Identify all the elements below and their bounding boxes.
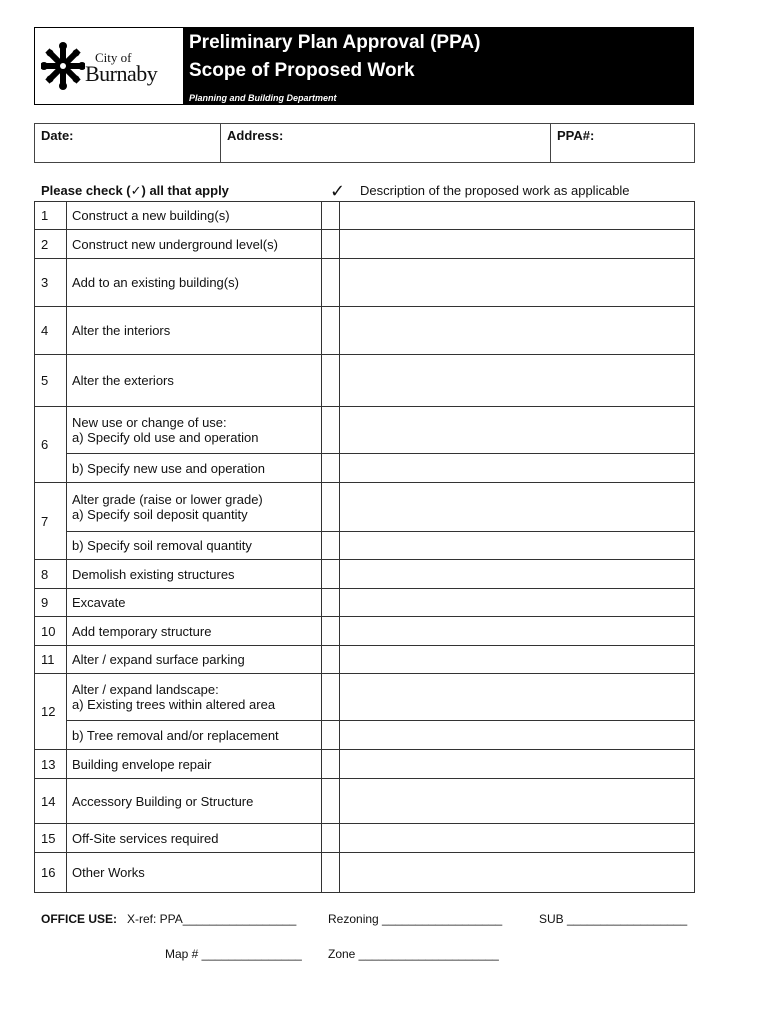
row-label: Add to an existing building(s) — [67, 259, 322, 307]
row-sub-label: a) Specify soil deposit quantity — [72, 507, 248, 522]
table-row — [35, 853, 695, 893]
info-row — [34, 123, 695, 163]
row-label: Alter the exteriors — [67, 355, 322, 407]
table-row — [35, 202, 695, 230]
row-number: 13 — [35, 750, 67, 779]
row-number: 5 — [35, 355, 67, 407]
description-input-cell[interactable] — [340, 230, 695, 259]
description-input-cell[interactable] — [340, 259, 695, 307]
checkbox-cell[interactable] — [322, 560, 340, 589]
row-sub-label: a) Existing trees within altered area — [72, 697, 276, 712]
description-heading: Description of the proposed work as applicable — [360, 183, 630, 198]
table-row — [35, 589, 695, 617]
logo-city-of-text: City of — [95, 50, 132, 65]
snowflake-logo-icon — [41, 42, 85, 90]
checkbox-cell[interactable] — [322, 750, 340, 779]
description-input-cell[interactable] — [340, 483, 695, 532]
row-number: 4 — [35, 307, 67, 355]
table-row — [35, 560, 695, 589]
table-row — [35, 646, 695, 674]
row-label: Demolish existing structures — [67, 560, 322, 589]
description-input-cell[interactable] — [340, 779, 695, 824]
description-input-cell[interactable] — [340, 824, 695, 853]
checkbox-cell[interactable] — [322, 721, 340, 750]
description-input-cell[interactable] — [340, 750, 695, 779]
checkbox-cell[interactable] — [322, 202, 340, 230]
row-label: Other Works — [67, 853, 322, 893]
description-input-cell[interactable] — [340, 721, 695, 750]
table-row — [35, 307, 695, 355]
description-input-cell[interactable] — [340, 617, 695, 646]
row-number: 3 — [35, 259, 67, 307]
checkbox-cell[interactable] — [322, 483, 340, 532]
office-use-label: OFFICE USE: — [41, 912, 118, 926]
checkbox-cell[interactable] — [322, 307, 340, 355]
row-number: 7 — [35, 483, 67, 560]
table-row — [35, 454, 695, 483]
row-label: Building envelope repair — [67, 750, 322, 779]
title-banner — [183, 28, 693, 104]
row-label: Alter / expand landscape: — [72, 682, 219, 697]
map-number-field[interactable]: Map # _______________ — [165, 947, 302, 961]
checkbox-cell[interactable] — [322, 454, 340, 483]
zone-field[interactable]: Zone _____________________ — [328, 947, 499, 961]
row-sub-label: a) Specify old use and operation — [72, 430, 259, 445]
row-label: Accessory Building or Structure — [67, 779, 322, 824]
description-input-cell[interactable] — [340, 646, 695, 674]
row-sub-label: b) Specify soil removal quantity — [67, 532, 322, 560]
row-label: Construct a new building(s) — [67, 202, 322, 230]
checkbox-cell[interactable] — [322, 259, 340, 307]
checkbox-cell[interactable] — [322, 853, 340, 893]
table-row — [35, 721, 695, 750]
table-row — [35, 259, 695, 307]
row-label-group — [67, 674, 322, 721]
table-row — [35, 617, 695, 646]
row-number: 14 — [35, 779, 67, 824]
ppa-number-field[interactable] — [551, 124, 694, 162]
row-sub-label: b) Specify new use and operation — [67, 454, 322, 483]
address-field[interactable] — [221, 124, 551, 162]
check-column-icon: ✓ — [330, 181, 346, 201]
description-input-cell[interactable] — [340, 355, 695, 407]
table-row — [35, 230, 695, 259]
checkbox-cell[interactable] — [322, 230, 340, 259]
checkbox-cell[interactable] — [322, 824, 340, 853]
table-row — [35, 355, 695, 407]
checkbox-cell[interactable] — [322, 355, 340, 407]
check-instruction: Please check (✓) all that apply — [41, 183, 229, 198]
description-input-cell[interactable] — [340, 560, 695, 589]
checkbox-cell[interactable] — [322, 532, 340, 560]
row-number: 9 — [35, 589, 67, 617]
row-number: 8 — [35, 560, 67, 589]
row-label: Alter grade (raise or lower grade) — [72, 492, 263, 507]
ppa-label: PPA#: — [557, 128, 595, 143]
table-row — [35, 407, 695, 454]
row-number: 12 — [35, 674, 67, 750]
checkbox-cell[interactable] — [322, 407, 340, 454]
row-number: 16 — [35, 853, 67, 893]
table-row — [35, 532, 695, 560]
date-label: Date: — [41, 128, 74, 143]
description-input-cell[interactable] — [340, 307, 695, 355]
city-logo — [35, 28, 183, 104]
table-row — [35, 824, 695, 853]
row-number: 15 — [35, 824, 67, 853]
form-subtitle: Scope of Proposed Work — [189, 60, 415, 81]
row-label: New use or change of use: — [72, 415, 227, 430]
checkbox-cell[interactable] — [322, 589, 340, 617]
row-number: 1 — [35, 202, 67, 230]
table-row — [35, 483, 695, 532]
checkbox-cell[interactable] — [322, 646, 340, 674]
row-number: 2 — [35, 230, 67, 259]
row-label: Add temporary structure — [67, 617, 322, 646]
row-label: Alter / expand surface parking — [67, 646, 322, 674]
form-header — [34, 27, 694, 105]
table-row — [35, 674, 695, 721]
row-label-group — [67, 407, 322, 454]
checkbox-cell[interactable] — [322, 779, 340, 824]
xref-ppa-field[interactable]: X-ref: PPA_________________ — [127, 912, 297, 926]
row-number: 6 — [35, 407, 67, 483]
address-label: Address: — [227, 128, 284, 143]
description-input-cell[interactable] — [340, 674, 695, 721]
description-input-cell[interactable] — [340, 532, 695, 560]
checkbox-cell[interactable] — [322, 674, 340, 721]
description-input-cell[interactable] — [340, 407, 695, 454]
description-input-cell[interactable] — [340, 202, 695, 230]
row-label: Construct new underground level(s) — [67, 230, 322, 259]
description-input-cell[interactable] — [340, 853, 695, 893]
date-field[interactable] — [35, 124, 221, 162]
row-sub-label: b) Tree removal and/or replacement — [67, 721, 322, 750]
description-input-cell[interactable] — [340, 454, 695, 483]
logo-city-name: Burnaby — [85, 61, 158, 86]
row-label: Off-Site services required — [67, 824, 322, 853]
description-input-cell[interactable] — [340, 589, 695, 617]
department-name: Planning and Building Department — [189, 93, 337, 103]
table-row — [35, 779, 695, 824]
row-label: Excavate — [67, 589, 322, 617]
rezoning-field[interactable]: Rezoning __________________ — [328, 912, 503, 926]
row-number: 10 — [35, 617, 67, 646]
table-row — [35, 750, 695, 779]
office-use-section — [41, 912, 741, 972]
scope-of-work-table — [34, 201, 695, 893]
row-number: 11 — [35, 646, 67, 674]
row-label: Alter the interiors — [67, 307, 322, 355]
checkbox-cell[interactable] — [322, 617, 340, 646]
sub-field[interactable]: SUB __________________ — [539, 912, 688, 926]
form-title: Preliminary Plan Approval (PPA) — [189, 32, 481, 53]
row-label-group — [67, 483, 322, 532]
